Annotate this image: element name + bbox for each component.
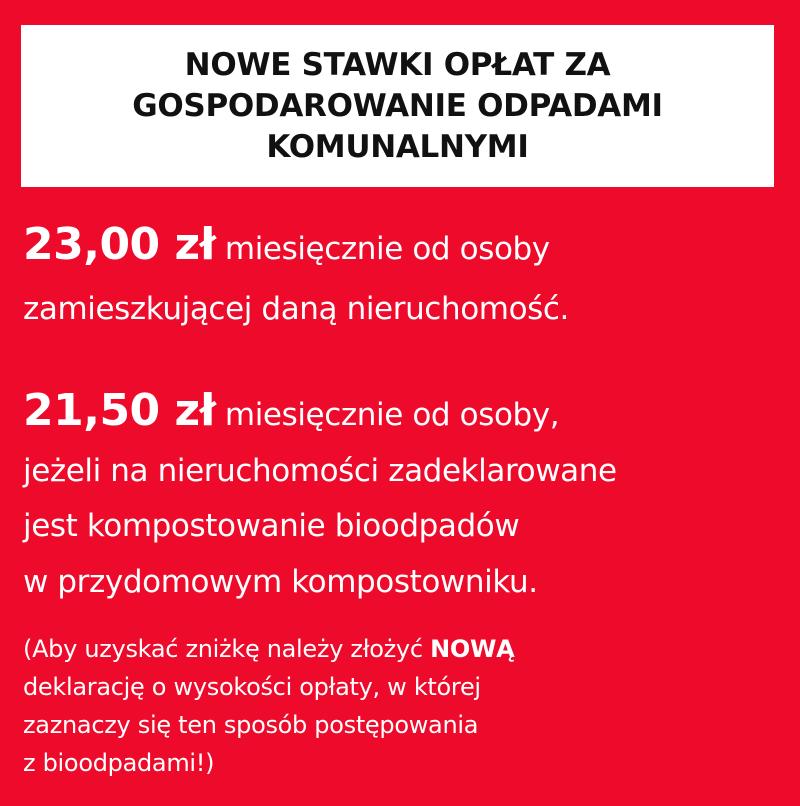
rate2-line-1 xyxy=(23,385,560,436)
rate1-price: 23,00 zł xyxy=(23,219,216,270)
title-box xyxy=(21,25,774,187)
note-text-1: (Aby uzyskać zniżkę należy złożyć xyxy=(23,635,423,663)
note-line-2: deklarację o wysokości opłaty, w której xyxy=(23,673,481,701)
title-line-3: KOMUNALNYMI xyxy=(266,128,529,165)
rate2-text-4: w przydomowym kompostowniku. xyxy=(23,564,538,600)
note-line-3: zaznaczy się ten sposób postępowania xyxy=(23,711,479,739)
title-line-1: NOWE STAWKI OPŁAT ZA xyxy=(184,46,611,83)
rate2-text-1: miesięcznie od osoby, xyxy=(224,397,560,433)
rate1-text-1: miesięcznie od osoby xyxy=(224,231,550,267)
title-line-2: GOSPODAROWANIE ODPADAMI xyxy=(132,87,663,124)
rate1-line-1 xyxy=(23,219,550,270)
rate2-text-3: jest kompostowanie bioodpadów xyxy=(23,508,520,544)
note-emphasis: NOWĄ xyxy=(430,635,515,663)
note-line-1 xyxy=(23,634,514,664)
rate2-price: 21,50 zł xyxy=(23,385,216,436)
note-line-4: z bioodpadami!) xyxy=(23,749,215,777)
rate1-text-2: zamieszkującej daną nieruchomość. xyxy=(23,291,569,327)
rate2-text-2: jeżeli na nieruchomości zadeklarowane xyxy=(23,453,617,489)
